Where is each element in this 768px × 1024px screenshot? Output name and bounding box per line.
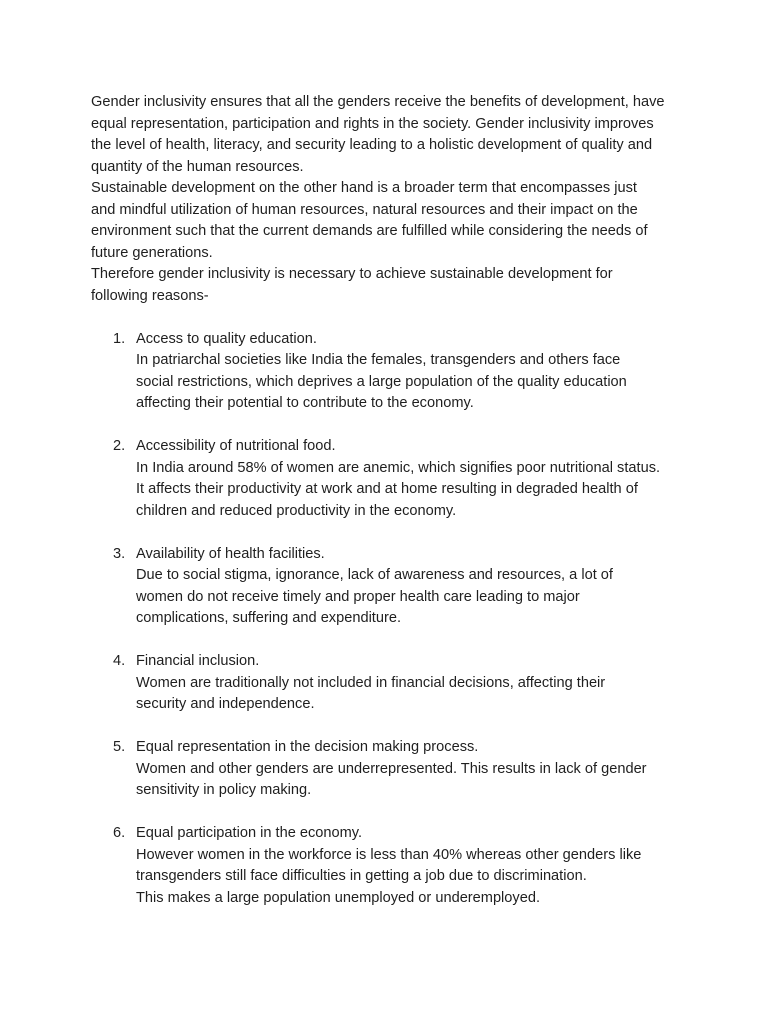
text-line: complications, suffering and expenditure.	[136, 610, 402, 626]
list-number: 4.	[113, 653, 126, 669]
document-page	[91, 92, 691, 931]
text-line: women do not receive timely and proper health care leading to major	[136, 588, 580, 605]
text-line: Gender inclusivity ensures that all the genders receive the benefits of development, have	[91, 94, 665, 110]
text-line: It affects their productivity at work and at home resulting in degraded health of	[136, 481, 638, 497]
text-line: quantity of the human resources.	[91, 158, 304, 175]
text-line: Women are traditionally not included in financial decisions, affecting their	[136, 674, 606, 691]
text-line: children and reduced productivity in the economy.	[136, 502, 457, 519]
text-line: and mindful utilization of human resources, natural resources and their impact on the	[91, 201, 638, 218]
text-line: Therefore gender inclusivity is necessary to achieve sustainable development for	[91, 266, 613, 282]
intro-paragraph-2	[91, 178, 691, 264]
item-heading: Financial inclusion.	[136, 653, 260, 669]
intro-paragraph-1	[91, 92, 691, 178]
text-line: Due to social stigma, ignorance, lack of awareness and resources, a lot of	[136, 567, 613, 583]
item-heading: Availability of health facilities.	[136, 545, 325, 562]
text-line: equal representation, participation and rights in the society. Gender inclusivity improves	[91, 115, 654, 132]
item-heading: Equal participation in the economy.	[136, 825, 363, 841]
reasons-list	[91, 329, 691, 910]
text-line: the level of health, literacy, and security leading to a holistic development of quality and	[91, 137, 653, 153]
item-heading: Equal representation in the decision making process.	[136, 739, 479, 755]
text-line: social restrictions, which deprives a large population of the quality education	[136, 373, 627, 390]
text-line: environment such that the current demands are fulfilled while considering the needs of	[91, 223, 648, 239]
list-item	[91, 544, 691, 630]
text-line: Women and other genders are underrepresented. This results in lack of gender	[136, 760, 647, 777]
text-line: In patriarchal societies like India the females, transgenders and others face	[136, 352, 621, 368]
list-item	[91, 329, 691, 415]
list-item	[91, 651, 691, 716]
list-item	[91, 436, 691, 522]
text-line: transgenders still face difficulties in getting a job due to discrimination.	[136, 868, 587, 884]
text-line: future generations.	[91, 244, 213, 261]
text-line: security and independence.	[136, 696, 315, 712]
text-line: However women in the workforce is less than 40% whereas other genders like	[136, 846, 642, 863]
list-number: 3.	[113, 545, 126, 562]
text-line: affecting their potential to contribute to the economy.	[136, 395, 474, 411]
list-number: 6.	[113, 825, 126, 841]
text-line: following reasons-	[91, 287, 209, 304]
item-heading: Accessibility of nutritional food.	[136, 438, 336, 454]
list-number: 5.	[113, 739, 126, 755]
text-line: In India around 58% of women are anemic, which signifies poor nutritional status.	[136, 459, 661, 476]
intro-text	[91, 92, 691, 307]
intro-paragraph-3	[91, 264, 691, 307]
item-heading: Access to quality education.	[136, 330, 317, 347]
text-line: This makes a large population unemployed or underemployed.	[136, 889, 541, 906]
text-line: Sustainable development on the other hand is a broader term that encompasses just	[91, 180, 637, 196]
list-number: 2.	[113, 438, 126, 454]
list-item	[91, 737, 691, 802]
list-item	[91, 823, 691, 909]
text-line: sensitivity in policy making.	[136, 782, 312, 798]
list-number: 1.	[113, 330, 126, 347]
